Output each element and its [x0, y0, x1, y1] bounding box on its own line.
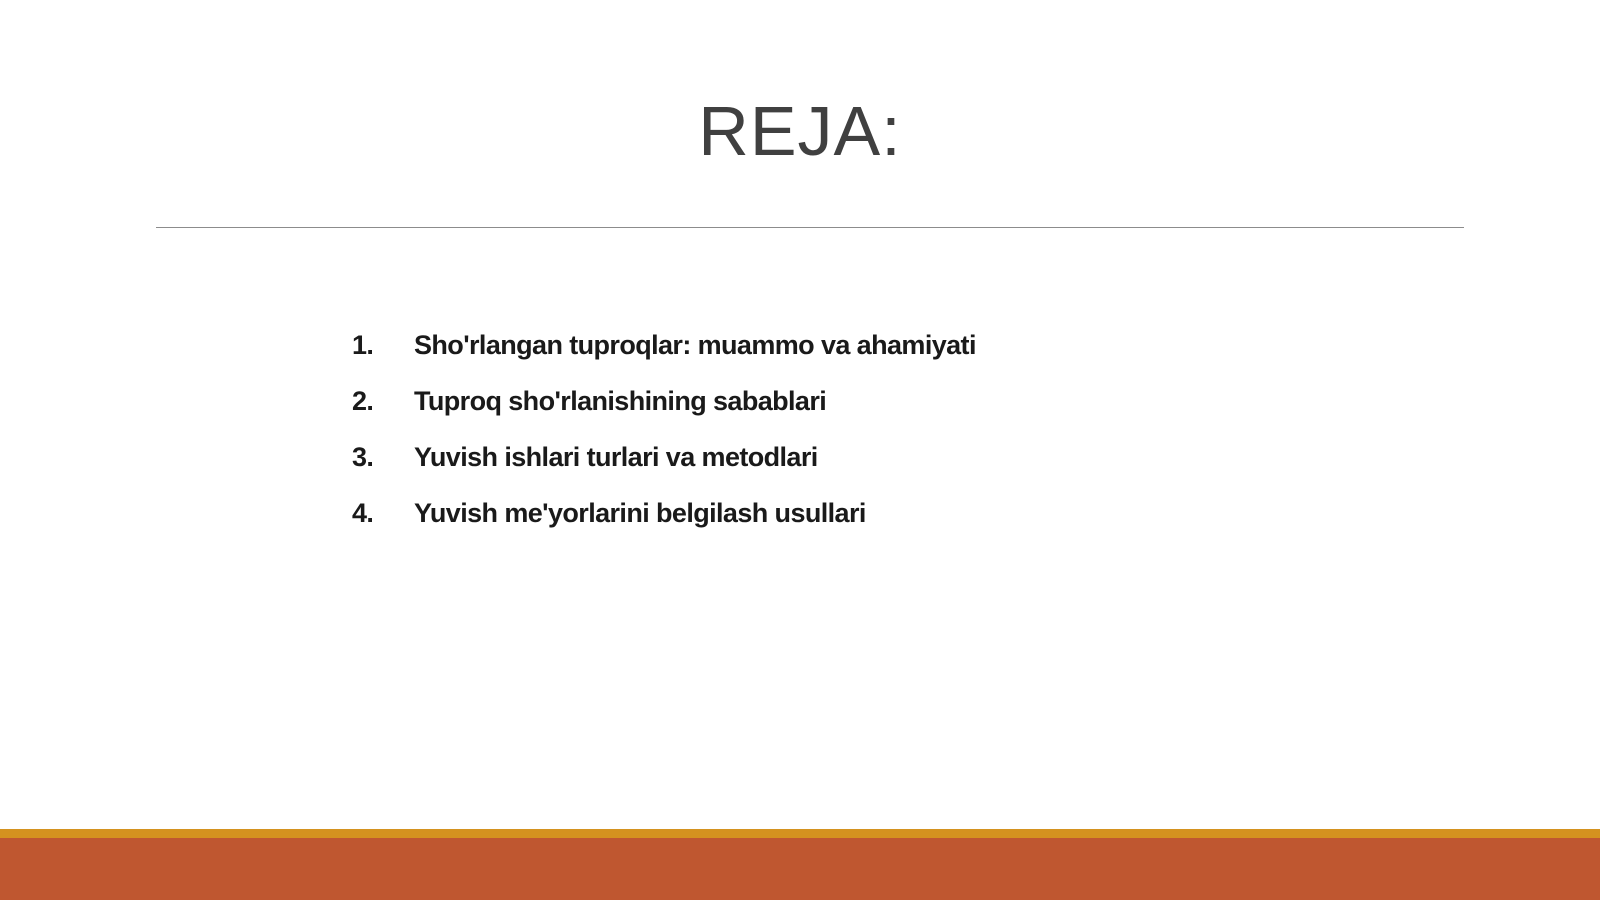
- list-item-number: 2.: [352, 386, 374, 416]
- list-item-text: Yuvish me'yorlarini belgilash usullari: [414, 498, 866, 528]
- list-item: [352, 442, 976, 498]
- footer-band: [0, 829, 1600, 900]
- footer-gold-stripe: [0, 829, 1600, 838]
- list-item-number: 4.: [352, 498, 374, 528]
- list-item-number: 1.: [352, 330, 374, 360]
- list-item-text: Yuvish ishlari turlari va metodlari: [414, 442, 818, 472]
- slide-title: REJA:: [698, 92, 902, 170]
- footer-rust-bar: [0, 838, 1600, 900]
- list-item: [352, 330, 976, 386]
- list-item: [352, 386, 976, 442]
- list-item-text: Tuproq sho'rlanishining sabablari: [414, 386, 827, 416]
- plan-list: [352, 330, 976, 554]
- list-item: [352, 498, 976, 554]
- list-item-number: 3.: [352, 442, 374, 472]
- list-item-text: Sho'rlangan tuproqlar: muammo va ahamiyati: [414, 330, 976, 360]
- title-divider: [156, 227, 1464, 228]
